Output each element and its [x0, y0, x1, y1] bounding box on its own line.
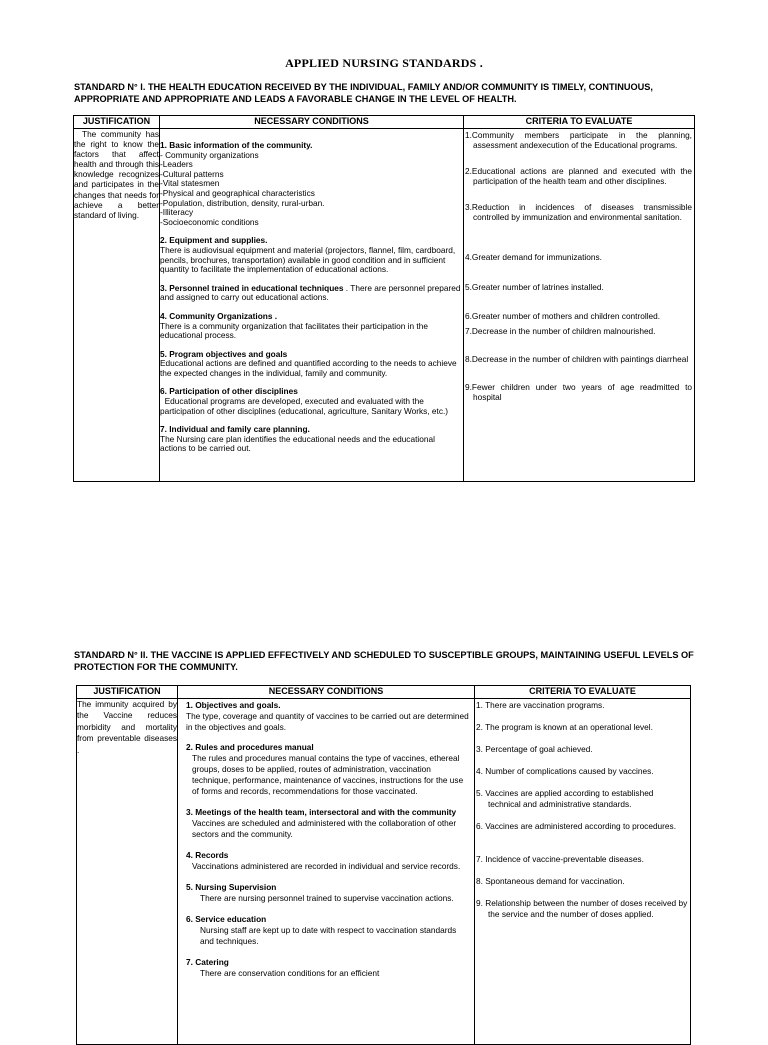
condition-title: 2. Rules and procedures manual [186, 742, 314, 752]
condition-bullet: - Community organizations [160, 149, 259, 160]
condition-text: The Nursing care plan identifies the educational needs and the educational actions to be carried out. [160, 433, 435, 454]
condition-item-3 [160, 284, 463, 303]
condition-title: 1. Objectives and goals. [186, 700, 281, 710]
standard-2-heading: STANDARD N° II. THE VACCINE IS APPLIED EFFECTIVELY AND SCHEDULED TO SUSCEPTIBLE GROUPS, MAINTAINING USEFUL LEVELS OF PROTECTION FOR THE COMMUNITY. [74, 650, 694, 672]
header-necessary-conditions: NECESSARY CONDITIONS [160, 116, 464, 129]
condition-text: Educational programs are developed, executed and evaluated with the participation of other disciplines (educational, agriculture, Sanitary Works, etc.) [160, 396, 449, 416]
condition-text: Educational actions are defined and quantified according to the needs to achieve the expected changes in the individual, family and community. [160, 358, 457, 378]
justification-cell [74, 129, 160, 482]
condition-item [178, 807, 470, 840]
criteria-cell [475, 699, 691, 1045]
condition-item [178, 882, 470, 904]
criteria-item: 9.Fewer children under two years of age readmitted to hospital [465, 382, 692, 402]
condition-text: There is a community organization that facilitates their participation in the educational process. [160, 320, 428, 341]
condition-item [178, 700, 470, 733]
condition-title: 5. Nursing Supervision [186, 882, 277, 892]
condition-bullet: -Physical and geographical characteristics [160, 187, 315, 198]
criteria-item: 5.Greater number of latrines installed. [465, 282, 604, 292]
criteria-item: 6. Vaccines are administered according to procedures. [476, 821, 677, 831]
condition-item [178, 742, 470, 797]
criteria-item: 8. Spontaneous demand for vaccination. [476, 876, 625, 886]
criteria-item: 4. Number of complications caused by vaccines. [476, 766, 654, 776]
condition-text: Vaccinations administered are recorded in individual and service records. [192, 861, 461, 871]
criteria-cell [464, 129, 695, 482]
condition-title: 3. Personnel trained in educational techniques [160, 282, 344, 293]
page-title: APPLIED NURSING STANDARDS . [285, 56, 483, 70]
condition-text: . There are personnel prepared and assigned to carry out educational actions. [160, 282, 461, 303]
criteria-item: 8.Decrease in the number of children with paintings diarrheal [465, 354, 689, 364]
header-criteria: CRITERIA TO EVALUATE [464, 116, 695, 129]
condition-item [178, 850, 470, 872]
condition-item [178, 957, 470, 979]
standard-1-table [73, 115, 695, 482]
conditions-cell [160, 129, 464, 482]
header-necessary-conditions: NECESSARY CONDITIONS [178, 686, 475, 699]
condition-text: There are nursing personnel trained to supervise vaccination actions. [200, 893, 454, 903]
condition-text: The rules and procedures manual contains the type of vaccines, ethereal groups, doses to be applied, routes of administration, vaccination technique, performance, maintenance of vaccines, instructions for the use of forms and records, recommendations for those vaccinated. [192, 753, 464, 796]
criteria-item: 2. The program is known at an operational level. [476, 722, 653, 732]
criteria-item: 1. There are vaccination programs. [476, 700, 605, 710]
condition-title: 4. Community Organizations . [160, 310, 278, 321]
header-criteria: CRITERIA TO EVALUATE [475, 686, 691, 699]
condition-bullet: -Vital statesmen [160, 178, 220, 189]
criteria-item: 3. Percentage of goal achieved. [476, 744, 593, 754]
header-justification: JUSTIFICATION [77, 686, 178, 699]
criteria-item: 6.Greater number of mothers and children controlled. [465, 311, 661, 321]
condition-title: 3. Meetings of the health team, intersectoral and with the community [186, 807, 457, 817]
condition-text: Vaccines are scheduled and administered with the collaboration of other sectors and the community. [192, 818, 457, 839]
standard-2-table [76, 685, 691, 1045]
condition-text: The type, coverage and quantity of vaccines to be carried out are determined in the objectives and goals. [186, 711, 469, 732]
condition-text: Nursing staff are kept up to date with respect to vaccination standards and techniques. [200, 925, 457, 946]
condition-text: There is audiovisual equipment and material (projectors, flannel, film, cardboard, pencils, brochures, transportation) available in good condition and in sufficient quantity to facilitate the implementation of educational actions. [160, 244, 456, 275]
criteria-item: 7.Decrease in the number of children malnourished. [465, 326, 656, 336]
condition-bullet: -Leaders [160, 159, 193, 170]
condition-title: 6. Participation of other disciplines [160, 386, 298, 397]
condition-title: 1. Basic information of the community. [160, 140, 313, 150]
criteria-item: 1.Community members participate in the planning, assessment andexecution of the Educational programs. [465, 130, 692, 150]
condition-item [178, 914, 470, 947]
condition-title: 2. Equipment and supplies. [160, 235, 268, 246]
justification-text: The immunity acquired by the Vaccine reduces morbidity and mortality from preventable diseases . [77, 699, 177, 755]
criteria-item: 4.Greater demand for immunizations. [465, 252, 602, 262]
criteria-item: 7. Incidence of vaccine-preventable diseases. [476, 854, 644, 864]
justification-text: The community has the right to know the factors that affect health and through this knowledge recognizes and participates in the changes that needs for achieve a better standard of living. [74, 129, 159, 220]
justification-cell [77, 699, 178, 1045]
criteria-item: 9. Relationship between the number of doses received by the service and the number of doses applied. [476, 898, 688, 919]
condition-bullet: -Illiteracy [160, 207, 194, 218]
conditions-cell [178, 699, 475, 1045]
condition-bullet: -Population, distribution, density, rural-urban. [160, 197, 325, 208]
criteria-item: 2.Educational actions are planned and executed with the participation of the health team and other disciplines. [465, 166, 692, 186]
condition-title: 6. Service education [186, 914, 267, 924]
criteria-item: 3.Reduction in incidences of diseases transmissible controlled by immunization and environmental sanitation. [465, 202, 692, 222]
condition-bullet: -Socioeconomic conditions [160, 216, 259, 227]
condition-title: 7. Catering [186, 957, 229, 967]
header-justification: JUSTIFICATION [74, 116, 160, 129]
condition-title: 5. Program objectives and goals [160, 348, 288, 359]
condition-text: There are conservation conditions for an efficient [200, 968, 380, 978]
condition-title: 4. Records [186, 850, 229, 860]
standard-1-heading: STANDARD N° I. THE HEALTH EDUCATION RECEIVED BY THE INDIVIDUAL, FAMILY AND/OR COMMUNITY IS TIMELY, CONTINUOUS, APPROPRIATE AND APPROPRIATE AND LEADS A FAVORABLE CHANGE IN THE LEVEL OF HEALTH. [74, 82, 653, 104]
condition-title: 7. Individual and family care planning. [160, 424, 310, 435]
condition-bullet: -Cultural patterns [160, 168, 224, 179]
criteria-item: 5. Vaccines are applied according to established technical and administrative standards. [476, 788, 654, 809]
